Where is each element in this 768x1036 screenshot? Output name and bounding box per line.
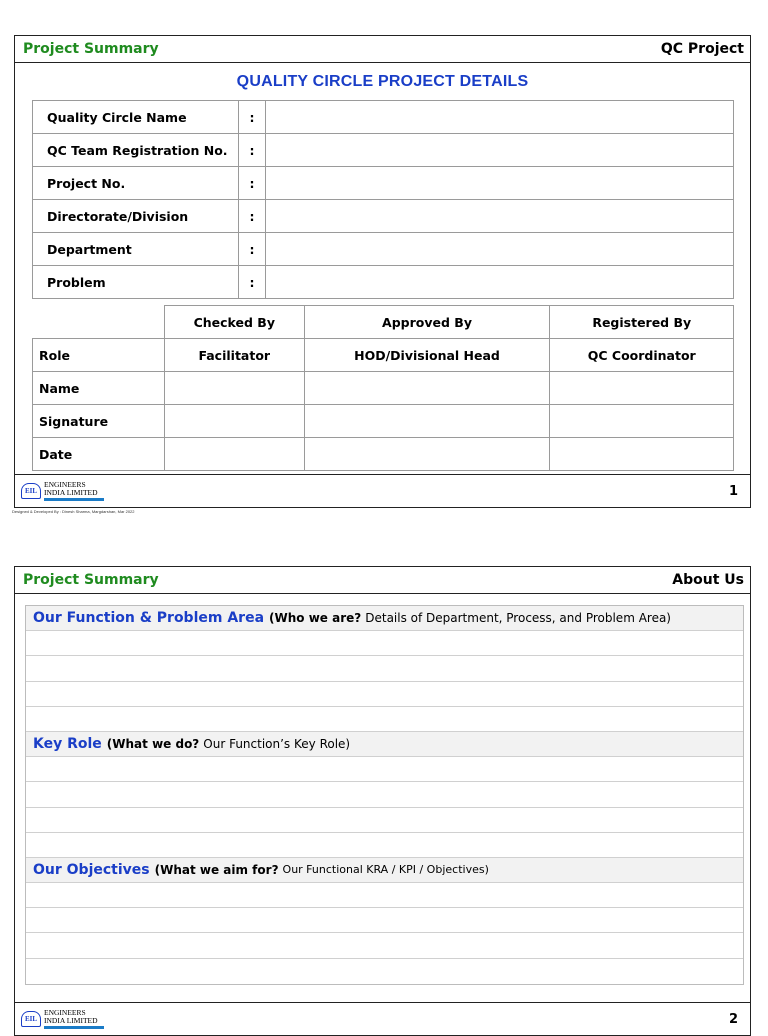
approval-header-row	[33, 306, 734, 339]
page-title: QUALITY CIRCLE PROJECT DETAILS	[236, 73, 529, 90]
detail-value-field[interactable]	[266, 200, 734, 233]
detail-row	[33, 266, 734, 299]
page-header	[15, 567, 750, 594]
entry-cell[interactable]	[304, 438, 550, 471]
role-cell: QC Coordinator	[550, 339, 734, 372]
detail-label: Problem	[33, 266, 239, 299]
eil-logo-icon: EIL	[21, 1011, 41, 1027]
blank-entry-row[interactable]	[26, 959, 743, 984]
eil-logo-icon: EIL	[21, 483, 41, 499]
blank-entry-row[interactable]	[26, 833, 743, 858]
role-cell: HOD/Divisional Head	[304, 339, 550, 372]
blank-entry-row[interactable]	[26, 908, 743, 933]
section-header	[26, 858, 743, 883]
row-label: Date	[33, 438, 165, 471]
detail-label: Quality Circle Name	[33, 101, 239, 134]
section-question: (What we aim for?	[154, 862, 279, 877]
blank-entry-row[interactable]	[26, 883, 743, 908]
detail-row	[33, 233, 734, 266]
entry-cell[interactable]	[165, 372, 305, 405]
colon-separator: :	[239, 101, 266, 134]
detail-label: Department	[33, 233, 239, 266]
page-footer	[15, 474, 750, 507]
section-question: (Who we are?	[269, 611, 362, 626]
blank-entry-row[interactable]	[26, 682, 743, 707]
detail-label: Directorate/Division	[33, 200, 239, 233]
section-title: Our Function & Problem Area	[33, 610, 265, 627]
section-question: (What we do?	[106, 737, 200, 752]
role-cell: Facilitator	[165, 339, 305, 372]
header-right: QC Project	[660, 41, 744, 57]
column-header: Checked By	[165, 306, 305, 339]
entry-cell[interactable]	[304, 372, 550, 405]
detail-label: Project No.	[33, 167, 239, 200]
page-2	[14, 566, 751, 1036]
section-header	[26, 732, 743, 757]
approval-table	[32, 305, 734, 471]
entry-cell[interactable]	[165, 438, 305, 471]
logo-line-1: ENGINEERS	[44, 1008, 86, 1017]
row-label: Role	[33, 339, 165, 372]
colon-separator: :	[239, 134, 266, 167]
logo-line-1: ENGINEERS	[44, 480, 86, 489]
entry-cell[interactable]	[550, 405, 734, 438]
section-description: Our Function’s Key Role)	[203, 737, 351, 752]
colon-separator: :	[239, 233, 266, 266]
logo-bar	[44, 1026, 104, 1029]
logo-bar	[44, 498, 104, 501]
blank-entry-row[interactable]	[26, 808, 743, 833]
logo-line-2: INDIA LIMITED	[44, 488, 98, 497]
detail-label: QC Team Registration No.	[33, 134, 239, 167]
detail-row	[33, 134, 734, 167]
detail-value-field[interactable]	[266, 167, 734, 200]
page-1	[14, 35, 751, 508]
entry-cell[interactable]	[550, 372, 734, 405]
entry-cell[interactable]	[550, 438, 734, 471]
detail-row	[33, 200, 734, 233]
colon-separator: :	[239, 200, 266, 233]
row-label: Signature	[33, 405, 165, 438]
column-header: Approved By	[304, 306, 550, 339]
colon-separator: :	[239, 167, 266, 200]
entry-cell[interactable]	[165, 405, 305, 438]
credit-text: Designed & Developed By : Dinesh Sharma, Margdarshan, Mar 2022	[12, 509, 135, 514]
logo-line-2: INDIA LIMITED	[44, 1016, 98, 1025]
company-logo	[21, 481, 104, 501]
page-number: 2	[728, 1011, 738, 1027]
header-right: About Us	[672, 572, 744, 588]
about-us-box	[25, 605, 744, 985]
page-footer	[15, 1002, 750, 1035]
date-row	[33, 438, 734, 471]
blank-entry-row[interactable]	[26, 707, 743, 732]
blank-entry-row[interactable]	[26, 782, 743, 807]
section-description: Our Functional KRA / KPI / Objectives)	[282, 863, 489, 877]
page-number: 1	[728, 483, 738, 499]
row-label: Name	[33, 372, 165, 405]
section-title: Key Role	[33, 736, 102, 753]
detail-row	[33, 167, 734, 200]
section-title: Our Objectives	[33, 861, 150, 878]
header-left: Project Summary	[23, 41, 159, 57]
section-header	[26, 606, 743, 631]
blank-entry-row[interactable]	[26, 631, 743, 656]
column-header: Registered By	[550, 306, 734, 339]
entry-cell[interactable]	[304, 405, 550, 438]
detail-value-field[interactable]	[266, 134, 734, 167]
page-header	[15, 36, 750, 63]
header-left: Project Summary	[23, 572, 159, 588]
role-row	[33, 339, 734, 372]
blank-entry-row[interactable]	[26, 757, 743, 782]
name-row	[33, 372, 734, 405]
blank-cell	[33, 306, 165, 339]
detail-value-field[interactable]	[266, 233, 734, 266]
detail-value-field[interactable]	[266, 101, 734, 134]
section-description: Details of Department, Process, and Problem Area)	[365, 611, 671, 626]
detail-row	[33, 101, 734, 134]
project-details-table	[32, 100, 734, 299]
detail-value-field[interactable]	[266, 266, 734, 299]
colon-separator: :	[239, 266, 266, 299]
signature-row	[33, 405, 734, 438]
company-logo	[21, 1009, 104, 1029]
blank-entry-row[interactable]	[26, 933, 743, 958]
blank-entry-row[interactable]	[26, 656, 743, 681]
